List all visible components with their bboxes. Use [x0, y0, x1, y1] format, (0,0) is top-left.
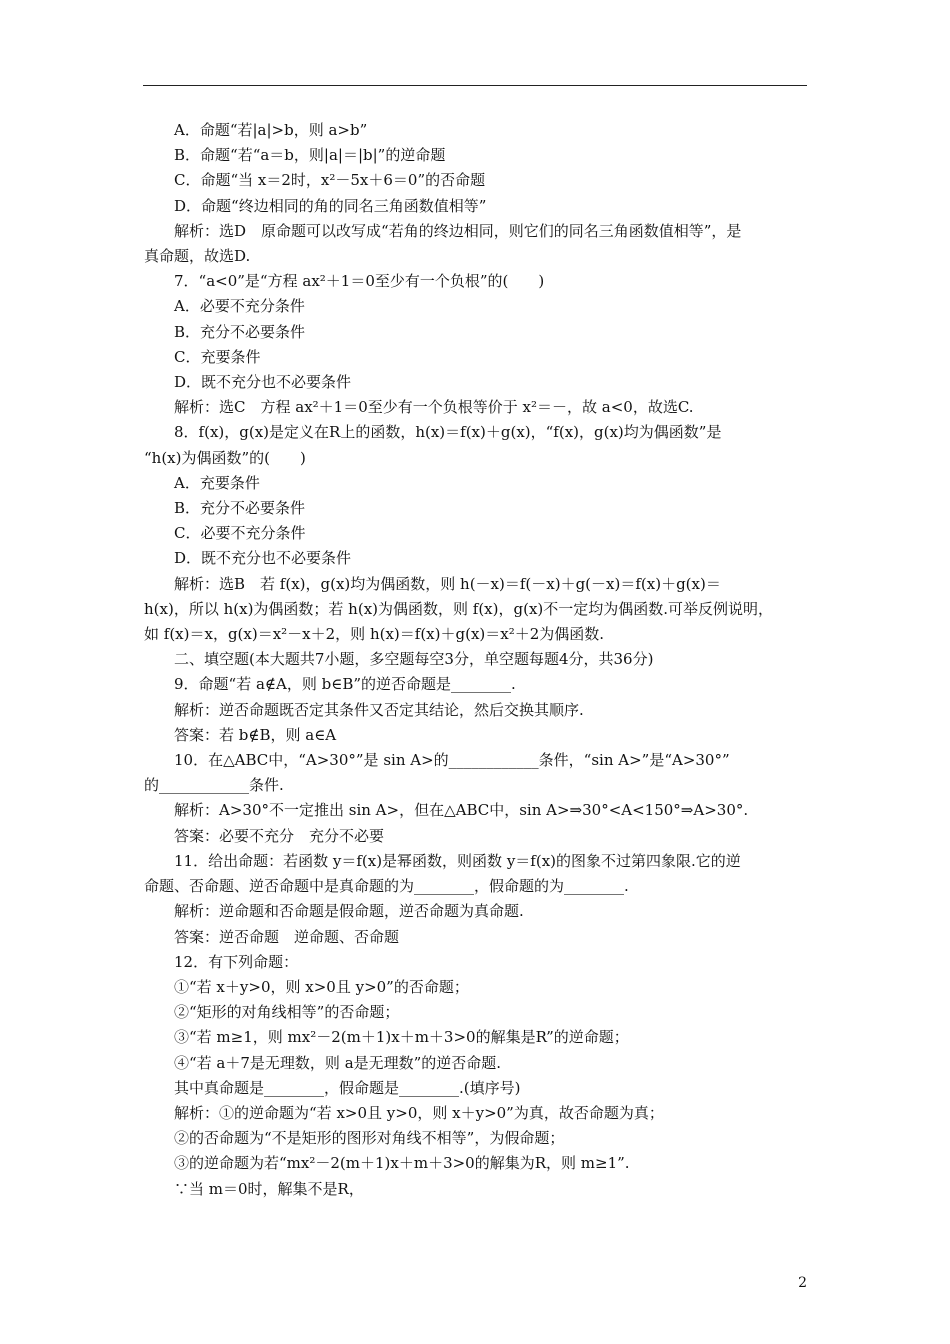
- text-line: C．充要条件: [174, 347, 261, 366]
- text-line: ②“矩形的对角线相等”的否命题；: [174, 1003, 400, 1022]
- text-line: 9．命题“若 a∉A，则 b∈B”的逆否命题是________.: [174, 675, 516, 694]
- text-line: 10．在△ABC中，“A>30°”是 sin A>的____________条件，“sin A>”是“A>30°”: [174, 751, 730, 770]
- page-number: 2: [798, 1275, 807, 1291]
- text-line: ∵当 m＝0时，解集不是R，: [174, 1179, 364, 1198]
- text-line: 解析：逆否命题既否定其条件又否定其结论，然后交换其顺序.: [174, 700, 584, 719]
- text-line: 12．有下列命题：: [174, 952, 299, 971]
- text-line: h(x)，所以 h(x)为偶函数；若 h(x)为偶函数，则 f(x)，g(x)不一定均为偶函数.可举反例说明，: [144, 599, 774, 618]
- text-line: C．命题“当 x＝2时，x²－5x＋6＝0”的否命题: [174, 171, 486, 190]
- text-line: D．既不充分也不必要条件: [174, 373, 352, 392]
- text-line: 的____________条件.: [144, 776, 284, 795]
- text-line: 答案：逆否命题 逆命题、否命题: [174, 927, 400, 946]
- header-rule: [143, 85, 807, 86]
- text-line: 二、填空题(本大题共7小题，多空题每空3分，单空题每题4分，共36分): [174, 650, 654, 669]
- text-line: 答案：必要不充分 充分不必要: [174, 826, 385, 845]
- text-line: 解析：①的逆命题为“若 x>0且 y>0，则 x＋y>0”为真，故否命题为真；: [174, 1103, 664, 1122]
- text-line: 解析：选D 原命题可以改写成“若角的终边相同，则它们的同名三角函数值相等”，是: [174, 221, 742, 240]
- text-line: 答案：若 b∉B，则 a∈A: [174, 725, 337, 744]
- text-line: 如 f(x)＝x，g(x)＝x²－x＋2，则 h(x)＝f(x)＋g(x)＝x²＋2为偶函数.: [144, 625, 605, 644]
- text-line: 8．f(x)，g(x)是定义在R上的函数，h(x)＝f(x)＋g(x)，“f(x)，g(x)均为偶函数”是: [174, 423, 722, 442]
- text-line: 命题、否命题、逆否命题中是真命题的为________，假命题的为________.: [144, 877, 629, 896]
- text-line: ②的否命题为“不是矩形的图形对角线不相等”，为假命题；: [174, 1129, 565, 1148]
- text-line: 真命题，故选D.: [144, 247, 251, 266]
- text-line: D．既不充分也不必要条件: [174, 549, 352, 568]
- text-line: 11．给出命题：若函数 y＝f(x)是幂函数，则函数 y＝f(x)的图象不过第四象限.它的逆: [174, 851, 741, 870]
- text-line: A．充要条件: [174, 473, 260, 492]
- document-body: [144, 118, 808, 1202]
- text-line: A．命题“若|a|>b，则 a>b”: [174, 121, 368, 139]
- text-line: 7．“a<0”是“方程 ax²＋1＝0至少有一个负根”的( ): [174, 272, 545, 291]
- text-line: A．必要不充分条件: [174, 297, 305, 316]
- text-line: C．必要不充分条件: [174, 524, 306, 543]
- text-line: 解析：逆命题和否命题是假命题，逆否命题为真命题.: [174, 902, 524, 921]
- text-line: ①“若 x＋y>0，则 x>0且 y>0”的否命题；: [174, 977, 469, 996]
- text-line: D．命题“终边相同的角的同名三角函数值相等”: [174, 196, 487, 215]
- text-line: 其中真命题是________，假命题是________.(填序号): [174, 1078, 521, 1097]
- text-line: 解析：选B 若 f(x)，g(x)均为偶函数，则 h(－x)＝f(－x)＋g(－x)＝f(x)＋g(x)＝: [174, 574, 721, 593]
- text-line: ③的逆命题为若“mx²－2(m＋1)x＋m＋3>0的解集为R，则 m≥1”.: [174, 1154, 630, 1173]
- text-line: 解析：A>30°不一定推出 sin A>，但在△ABC中，sin A>⇒30°<A<150°⇒A>30°.: [174, 801, 749, 820]
- text-line: B．充分不必要条件: [174, 499, 306, 518]
- text-line: ③“若 m≥1，则 mx²－2(m＋1)x＋m＋3>0的解集是R”的逆命题；: [174, 1028, 629, 1047]
- text-line: “h(x)为偶函数”的( ): [144, 448, 306, 467]
- text-line: B．充分不必要条件: [174, 322, 306, 341]
- text-line: ④“若 a＋7是无理数，则 a是无理数”的逆否命题.: [174, 1053, 502, 1072]
- text-line: 解析：选C 方程 ax²＋1＝0至少有一个负根等价于 x²＝－，故 a<0，故选C.: [174, 398, 694, 417]
- text-line: B．命题“若“a＝b，则|a|＝|b|”的逆命题: [174, 146, 446, 165]
